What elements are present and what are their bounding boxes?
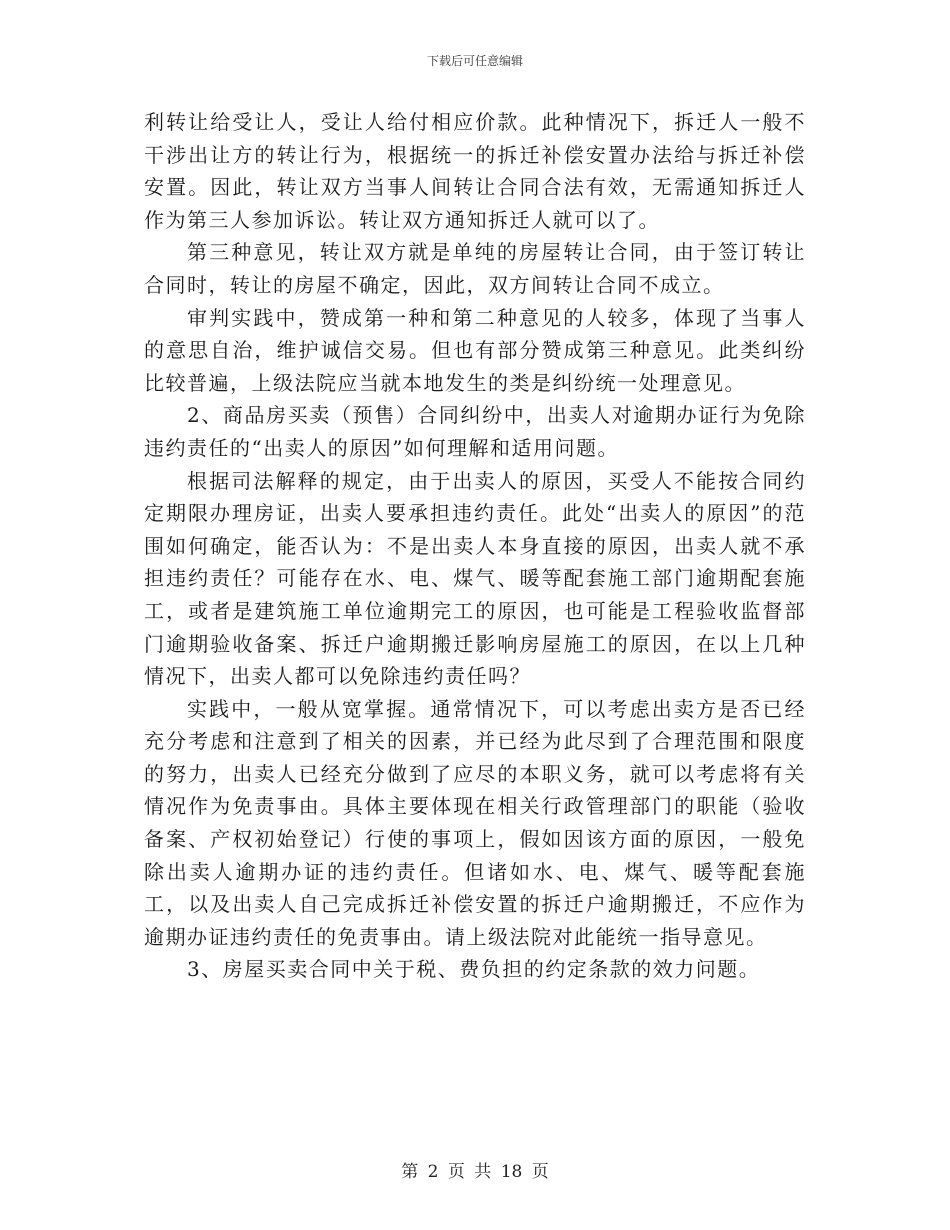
paragraph-issue-3-heading: 3、房屋买卖合同中关于税、费负担的约定条款的效力问题。: [187, 957, 761, 982]
paragraph-third-opinion: 第三种意见，转让双方就是单纯的房屋转让合同，由于签订转让合同时，转让的房屋不确定，因此，双方间转让合同不成立。: [144, 240, 806, 297]
document-body: [144, 106, 806, 986]
page-number: 第 2 页 共 18 页: [401, 1162, 549, 1182]
paragraph-judicial-practice: 审判实践中，赞成第一种和第二种意见的人较多，体现了当事人的意思自治，维护诚信交易。但也有部分赞成第三种意见。此类纠纷比较普遍，上级法院应当就本地发生的类是纠纷统一处理意见。: [144, 305, 806, 395]
paragraph-issue-2-heading: 2、商品房买卖（预售）合同纠纷中，出卖人对逾期办证行为免除违约责任的“出卖人的原因”如何理解和适用问题。: [144, 403, 806, 460]
paragraph-practice-approach: 实践中，一般从宽掌握。通常情况下，可以考虑出卖方是否已经充分考虑和注意到了相关的因素，并已经为此尽到了合理范围和限度的努力，出卖人已经充分做到了应尽的本职义务，就可以考虑将有关情况作为免责事由。具体主要体现在相关行政管理部门的职能（验收备案、产权初始登记）行使的事项上，假如因该方面的原因，一般免除出卖人逾期办证的违约责任。但诸如水、电、煤气、暖等配套施工，以及出卖人自己完成拆迁补偿安置的拆迁户逾期搬迁，不应作为逾期办证违约责任的免责事由。请上级法院对此能统一指导意见。: [144, 696, 806, 949]
paragraph-continuation: 利转让给受让人，受让人给付相应价款。此种情况下，拆迁人一般不干涉出让方的转让行为，根据统一的拆迁补偿安置办法给与拆迁补偿安置。因此，转让双方当事人间转让合同合法有效，无需通知拆迁人作为第三人参加诉讼。转让双方通知拆迁人就可以了。: [144, 110, 806, 232]
page-header: 下载后可任意编辑: [426, 54, 523, 68]
paragraph-judicial-interpretation: 根据司法解释的规定，由于出卖人的原因，买受人不能按合同约定期限办理房证，出卖人要承担违约责任。此处“出卖人的原因”的范围如何确定，能否认为：不是出卖人本身直接的原因，出卖人就不承担违约责任？可能存在水、电、煤气、暖等配套施工部门逾期配套施工，或者是建筑施工单位逾期完工的原因，也可能是工程验收监督部门逾期验收备案、拆迁户逾期搬迁影响房屋施工的原因，在以上几种情况下，出卖人都可以免除违约责任吗？: [144, 468, 806, 689]
